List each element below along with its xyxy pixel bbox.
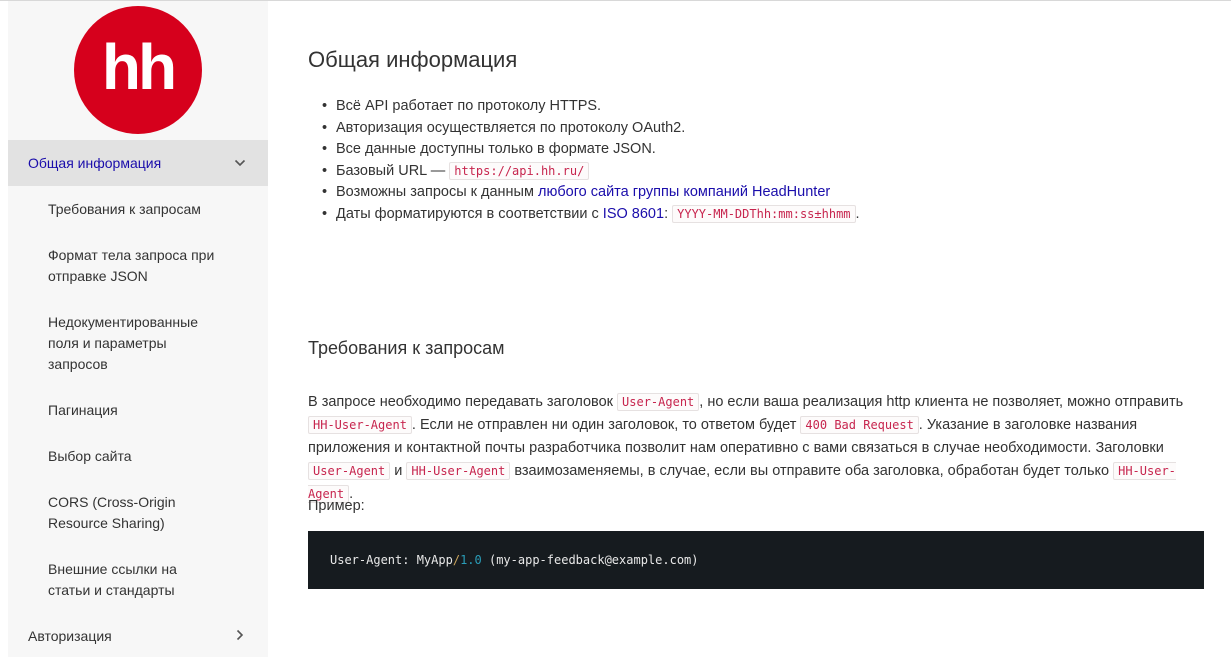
headhunter-sites-link[interactable]: любого сайта группы компаний HeadHunter xyxy=(537,184,831,200)
chevron-right-icon[interactable] xyxy=(234,629,246,641)
sidebar-item-label: CORS (Cross-Origin Resource Sharing) xyxy=(48,494,176,531)
sidebar-item-undocumented-fields[interactable] xyxy=(8,312,268,378)
paragraph-text: . Указание в заголовке названия приложения и контактной почты разработчика позволит нам оперативно с вами связаться в случае необходимости. Заголовки xyxy=(308,417,1164,456)
list-item-text: . xyxy=(855,205,860,222)
section-title-request-requirements: Требования к запросам xyxy=(308,338,505,358)
list-item-text: Авторизация осуществляется по протоколу OAuth2. xyxy=(336,119,686,136)
sidebar-item-cors[interactable] xyxy=(8,492,268,536)
paragraph-text: . xyxy=(349,486,354,502)
sidebar-item-authorization[interactable] xyxy=(8,624,268,648)
code-text: / xyxy=(452,553,461,567)
base-url-code: https://api.hh.ru/ xyxy=(449,162,589,180)
iso-8601-link[interactable]: ISO 8601 xyxy=(602,205,665,222)
paragraph-text: , но если ваша реализация http клиента не позволяет, можно отправить xyxy=(699,394,1184,410)
sidebar-item-label: Авторизация xyxy=(28,628,112,644)
list-item xyxy=(308,96,1208,118)
paragraph-text: и xyxy=(390,463,407,479)
list-item-text: Возможны запросы к данным xyxy=(336,184,538,200)
list-item-text: Все данные доступны только в формате JSON. xyxy=(336,141,656,157)
code-block xyxy=(308,531,1204,589)
list-item-text: Даты форматируются в соответствии с xyxy=(336,205,603,222)
inline-code: User-Agent xyxy=(308,462,390,480)
page-title: Общая информация xyxy=(308,47,518,72)
inline-code: HH-User-Agent xyxy=(406,462,510,480)
paragraph-text: . Если не отправлен ни один заголовок, то ответом будет xyxy=(411,417,801,433)
inline-code: User-Agent xyxy=(617,393,699,411)
inline-code: HH-User-Agent xyxy=(308,416,412,434)
list-item-text: Базовый URL — xyxy=(336,162,450,179)
list-item-text: : xyxy=(664,205,673,222)
list-item-text: Всё API работает по протоколу HTTPS. xyxy=(336,98,602,114)
code-number: 1.0 xyxy=(460,553,482,567)
list-item xyxy=(308,204,1208,226)
inline-code: HH-User-Agent xyxy=(308,464,1176,501)
chevron-down-icon[interactable] xyxy=(234,157,246,169)
sidebar-item-label: Общая информация xyxy=(28,155,162,171)
sidebar-item-label: Выбор сайта xyxy=(48,448,132,464)
list-item xyxy=(308,182,1208,204)
hh-logo[interactable]: hh xyxy=(74,6,202,134)
sidebar-item-label: Внешние ссылки на статьи и стандарты xyxy=(48,561,177,598)
example-label: Пример: xyxy=(308,498,365,514)
sidebar-item-external-links[interactable] xyxy=(8,559,268,603)
sidebar xyxy=(8,1,268,657)
date-format-code: YYYY-MM-DDThh:mm:ss±hhmm xyxy=(672,205,855,223)
sidebar-item-pagination[interactable] xyxy=(8,400,268,424)
inline-code: 400 Bad Request xyxy=(800,416,918,434)
logo-area xyxy=(8,1,268,140)
sidebar-item-site-selection[interactable] xyxy=(8,446,268,470)
code-text: User-Agent: MyApp xyxy=(330,553,453,567)
sidebar-item-label: Пагинация xyxy=(48,402,118,418)
sidebar-item-json-body-format[interactable] xyxy=(8,245,268,289)
general-info-list xyxy=(308,96,1208,225)
paragraph-text: В запросе необходимо передавать заголовок xyxy=(308,394,618,410)
code-text: (my-app-feedback@example.com) xyxy=(481,553,699,567)
sidebar-item-label: Недокументированные поля и параметры запросов xyxy=(48,314,198,372)
sidebar-item-general-info[interactable] xyxy=(8,140,268,186)
request-requirements-paragraph xyxy=(308,391,1208,506)
sidebar-item-label: Формат тела запроса при отправке JSON xyxy=(48,247,215,284)
list-item xyxy=(308,118,1208,140)
list-item xyxy=(308,161,1208,183)
paragraph-text: взаимозаменяемы, в случае, если вы отправите оба заголовка, обработан будет только xyxy=(510,463,1114,479)
list-item xyxy=(308,139,1208,161)
sidebar-item-request-requirements[interactable] xyxy=(8,199,268,223)
sidebar-item-label: Требования к запросам xyxy=(48,201,201,217)
